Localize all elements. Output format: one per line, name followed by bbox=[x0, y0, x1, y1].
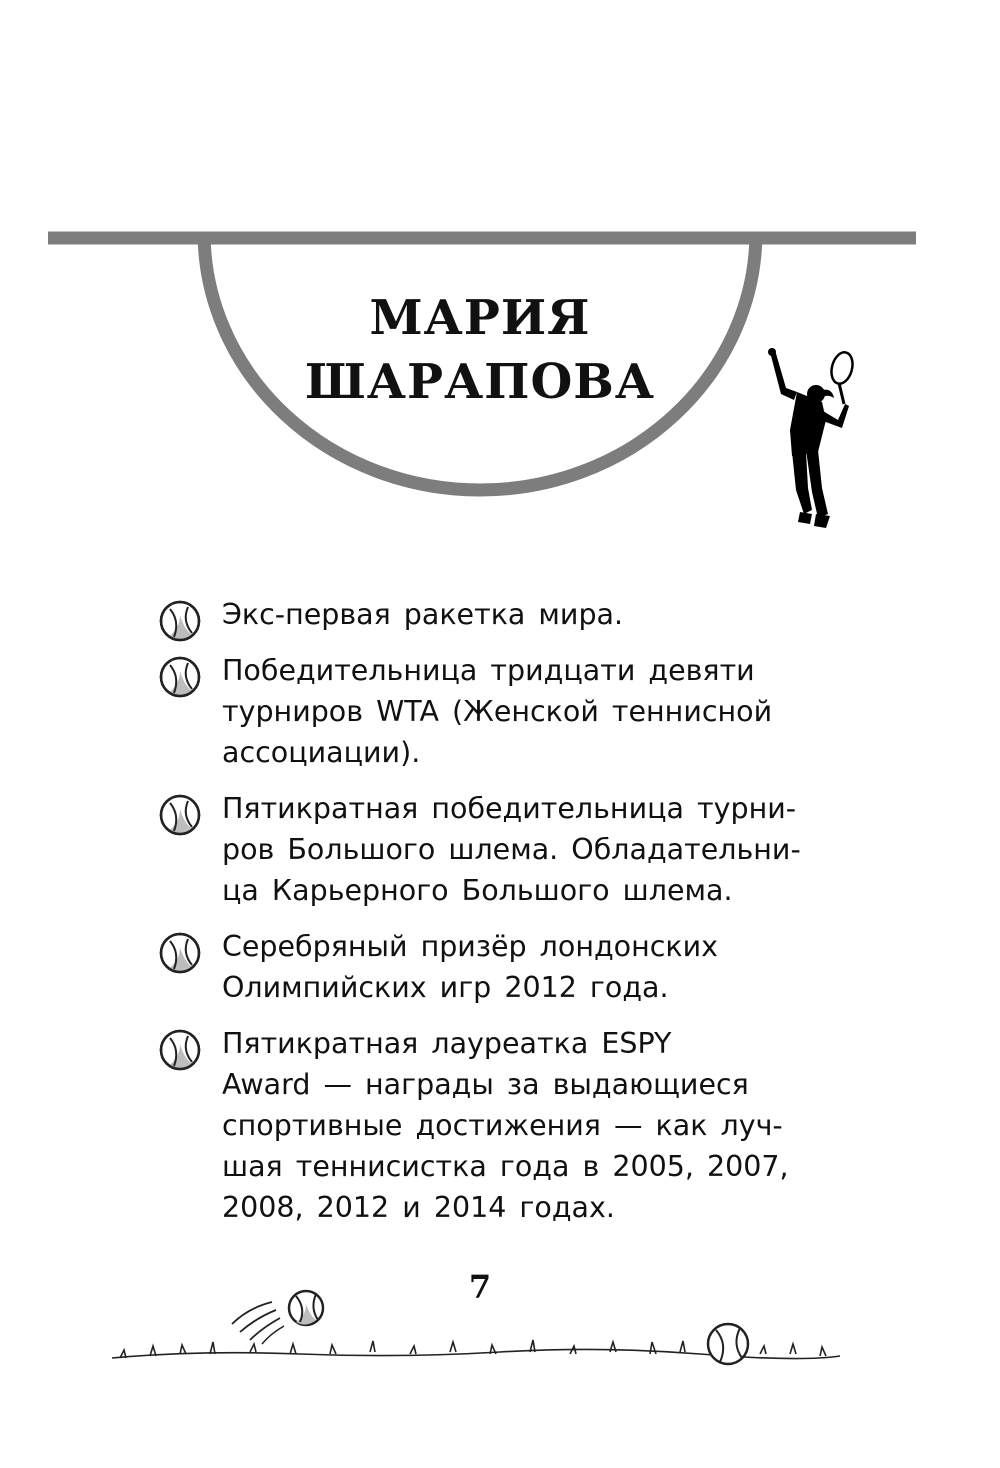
fact-item bbox=[158, 650, 818, 773]
ground-ball-icon bbox=[708, 1324, 748, 1364]
flying-ball-icon bbox=[232, 1291, 323, 1344]
tennis-ball-icon bbox=[158, 793, 202, 837]
facts-list bbox=[158, 594, 818, 1243]
fact-item bbox=[158, 594, 818, 635]
fact-item bbox=[158, 926, 818, 1008]
page-number: 7 bbox=[468, 1268, 492, 1306]
fact-item bbox=[158, 788, 818, 911]
header-decoration bbox=[0, 0, 1000, 560]
fact-text: Экс-первая ракетка мира. bbox=[222, 598, 624, 631]
tennis-ball-icon bbox=[158, 931, 202, 975]
footer-decoration bbox=[0, 1270, 1000, 1380]
fact-text: Пятикратная победительница турни- ров Большого шлема. Обладательни- ца Карьерного Большого шлема. bbox=[222, 792, 801, 907]
tennis-ball-icon bbox=[158, 599, 202, 643]
fact-text: Серебряный призёр лондонских Олимпийских игр 2012 года. bbox=[222, 930, 719, 1004]
tennis-ball-icon bbox=[158, 655, 202, 699]
tennis-ball-icon bbox=[158, 1028, 202, 1072]
page-title-line2: ШАРАПОВА bbox=[305, 354, 655, 410]
fact-text: Победительница тридцати девяти турниров WTA (Женской теннисной ассоциации). bbox=[222, 654, 773, 769]
fact-item bbox=[158, 1023, 818, 1228]
page-title-line1: МАРИЯ bbox=[369, 290, 591, 346]
fact-text: Пятикратная лауреатка ESPY Award — награды за выдающиеся спортивные достижения — как луч- шая теннисистка года в 2005, 2007, 2008, 2012 и 2014 годах. bbox=[222, 1027, 789, 1224]
